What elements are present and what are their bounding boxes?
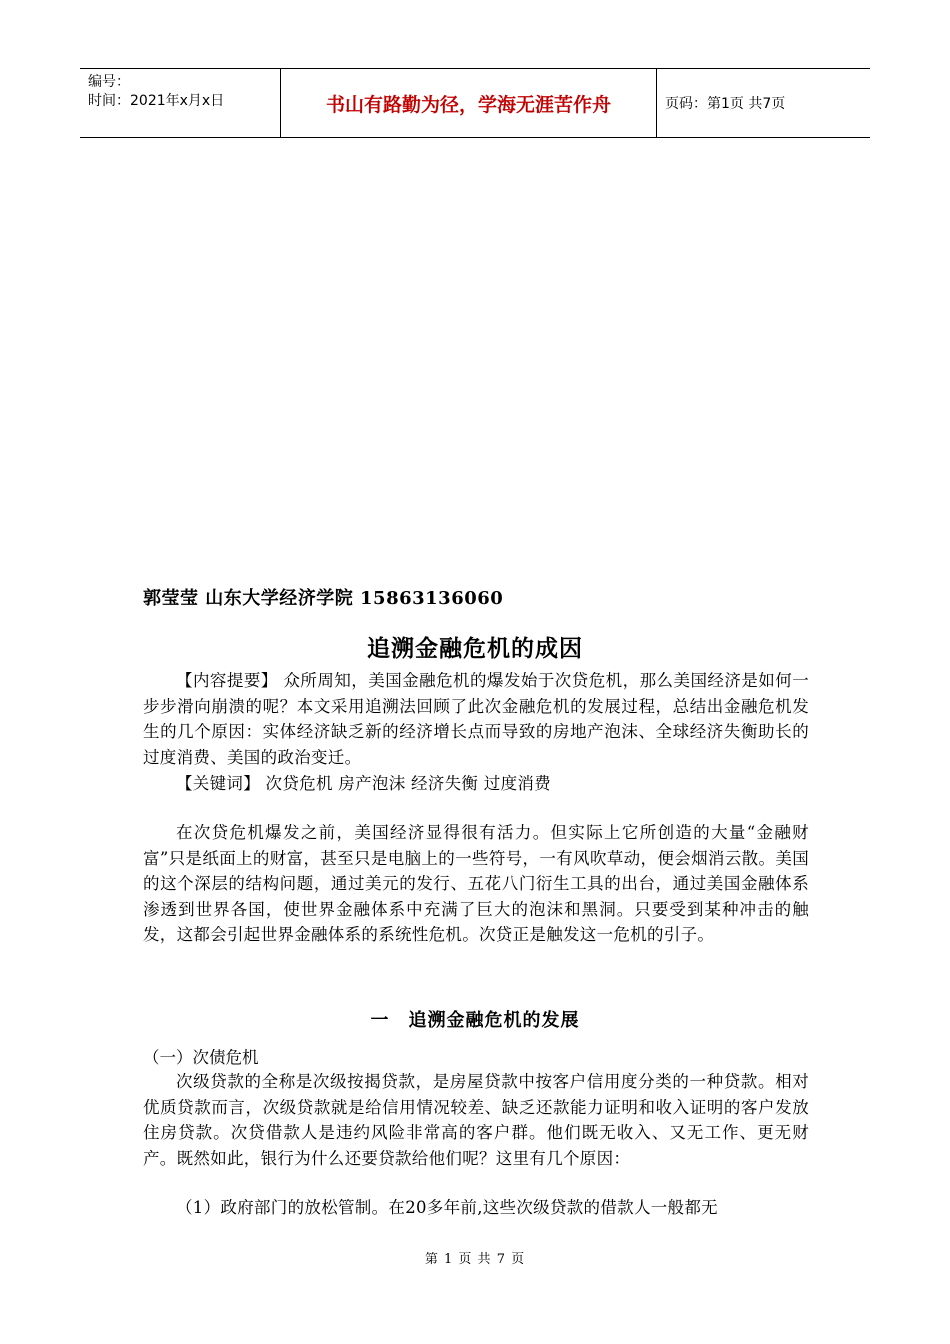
time-label: 时间：2021年x月x日 bbox=[88, 93, 225, 109]
header-meta-cell bbox=[80, 69, 281, 137]
list-item: （1）政府部门的放松管制。在20多年前,这些次级贷款的借款人一般都无 bbox=[176, 1198, 718, 1217]
abstract-paragraph: 【内容提要】 众所周知，美国金融危机的爆发始于次贷危机，那么美国经济是如何一步步滑向崩溃的呢？本文采用追溯法回顾了此次金融危机的发展过程，总结出金融危机发生的几个原因：实体经济缺乏新的经济增长点而导致的房地产泡沫、全球经济失衡助长的过度消费、美国的政治变迁。 bbox=[143, 671, 809, 767]
section-paragraph: 次级贷款的全称是次级按揭贷款，是房屋贷款中按客户信用度分类的一种贷款。相对优质贷款而言，次级贷款就是给信用情况较差、缺乏还款能力证明和收入证明的客户发放住房贷款。次贷借款人是违约风险非常高的客户群。他们既无收入、又无工作、更无财产。既然如此，银行为什么还要贷款给他们呢？这里有几个原因： bbox=[143, 1072, 809, 1168]
header-table bbox=[80, 68, 870, 138]
subsection-heading: （一）次债危机 bbox=[143, 1048, 259, 1067]
author-line: 郭莹莹 山东大学经济学院 15863136060 bbox=[143, 588, 504, 609]
header-motto: 书山有路勤为径，学海无涯苦作舟 bbox=[281, 69, 657, 137]
page-footer: 第 1 页 共 7 页 bbox=[424, 1252, 526, 1267]
number-label: 编号： bbox=[88, 74, 130, 90]
document-title: 追溯金融危机的成因 bbox=[367, 635, 583, 662]
header-page-info: 页码：第1页 共7页 bbox=[665, 96, 786, 112]
intro-paragraph: 在次贷危机爆发之前，美国经济显得很有活力。但实际上它所创造的大量“金融财富”只是纸面上的财富，甚至只是电脑上的一些符号，一有风吹草动，便会烟消云散。美国的这个深层的结构问题，通过美元的发行、五花八门衍生工具的出台，通过美国金融体系渗透到世界各国，使世界金融体系中充满了巨大的泡沫和黑洞。只要受到某种冲击的触发，这都会引起世界金融体系的系统性危机。次贷正是触发这一危机的引子。 bbox=[143, 823, 809, 945]
keywords-paragraph: 【关键词】 次贷危机 房产泡沫 经济失衡 过度消费 bbox=[176, 774, 551, 793]
section-heading: 一 追溯金融危机的发展 bbox=[370, 1010, 580, 1031]
